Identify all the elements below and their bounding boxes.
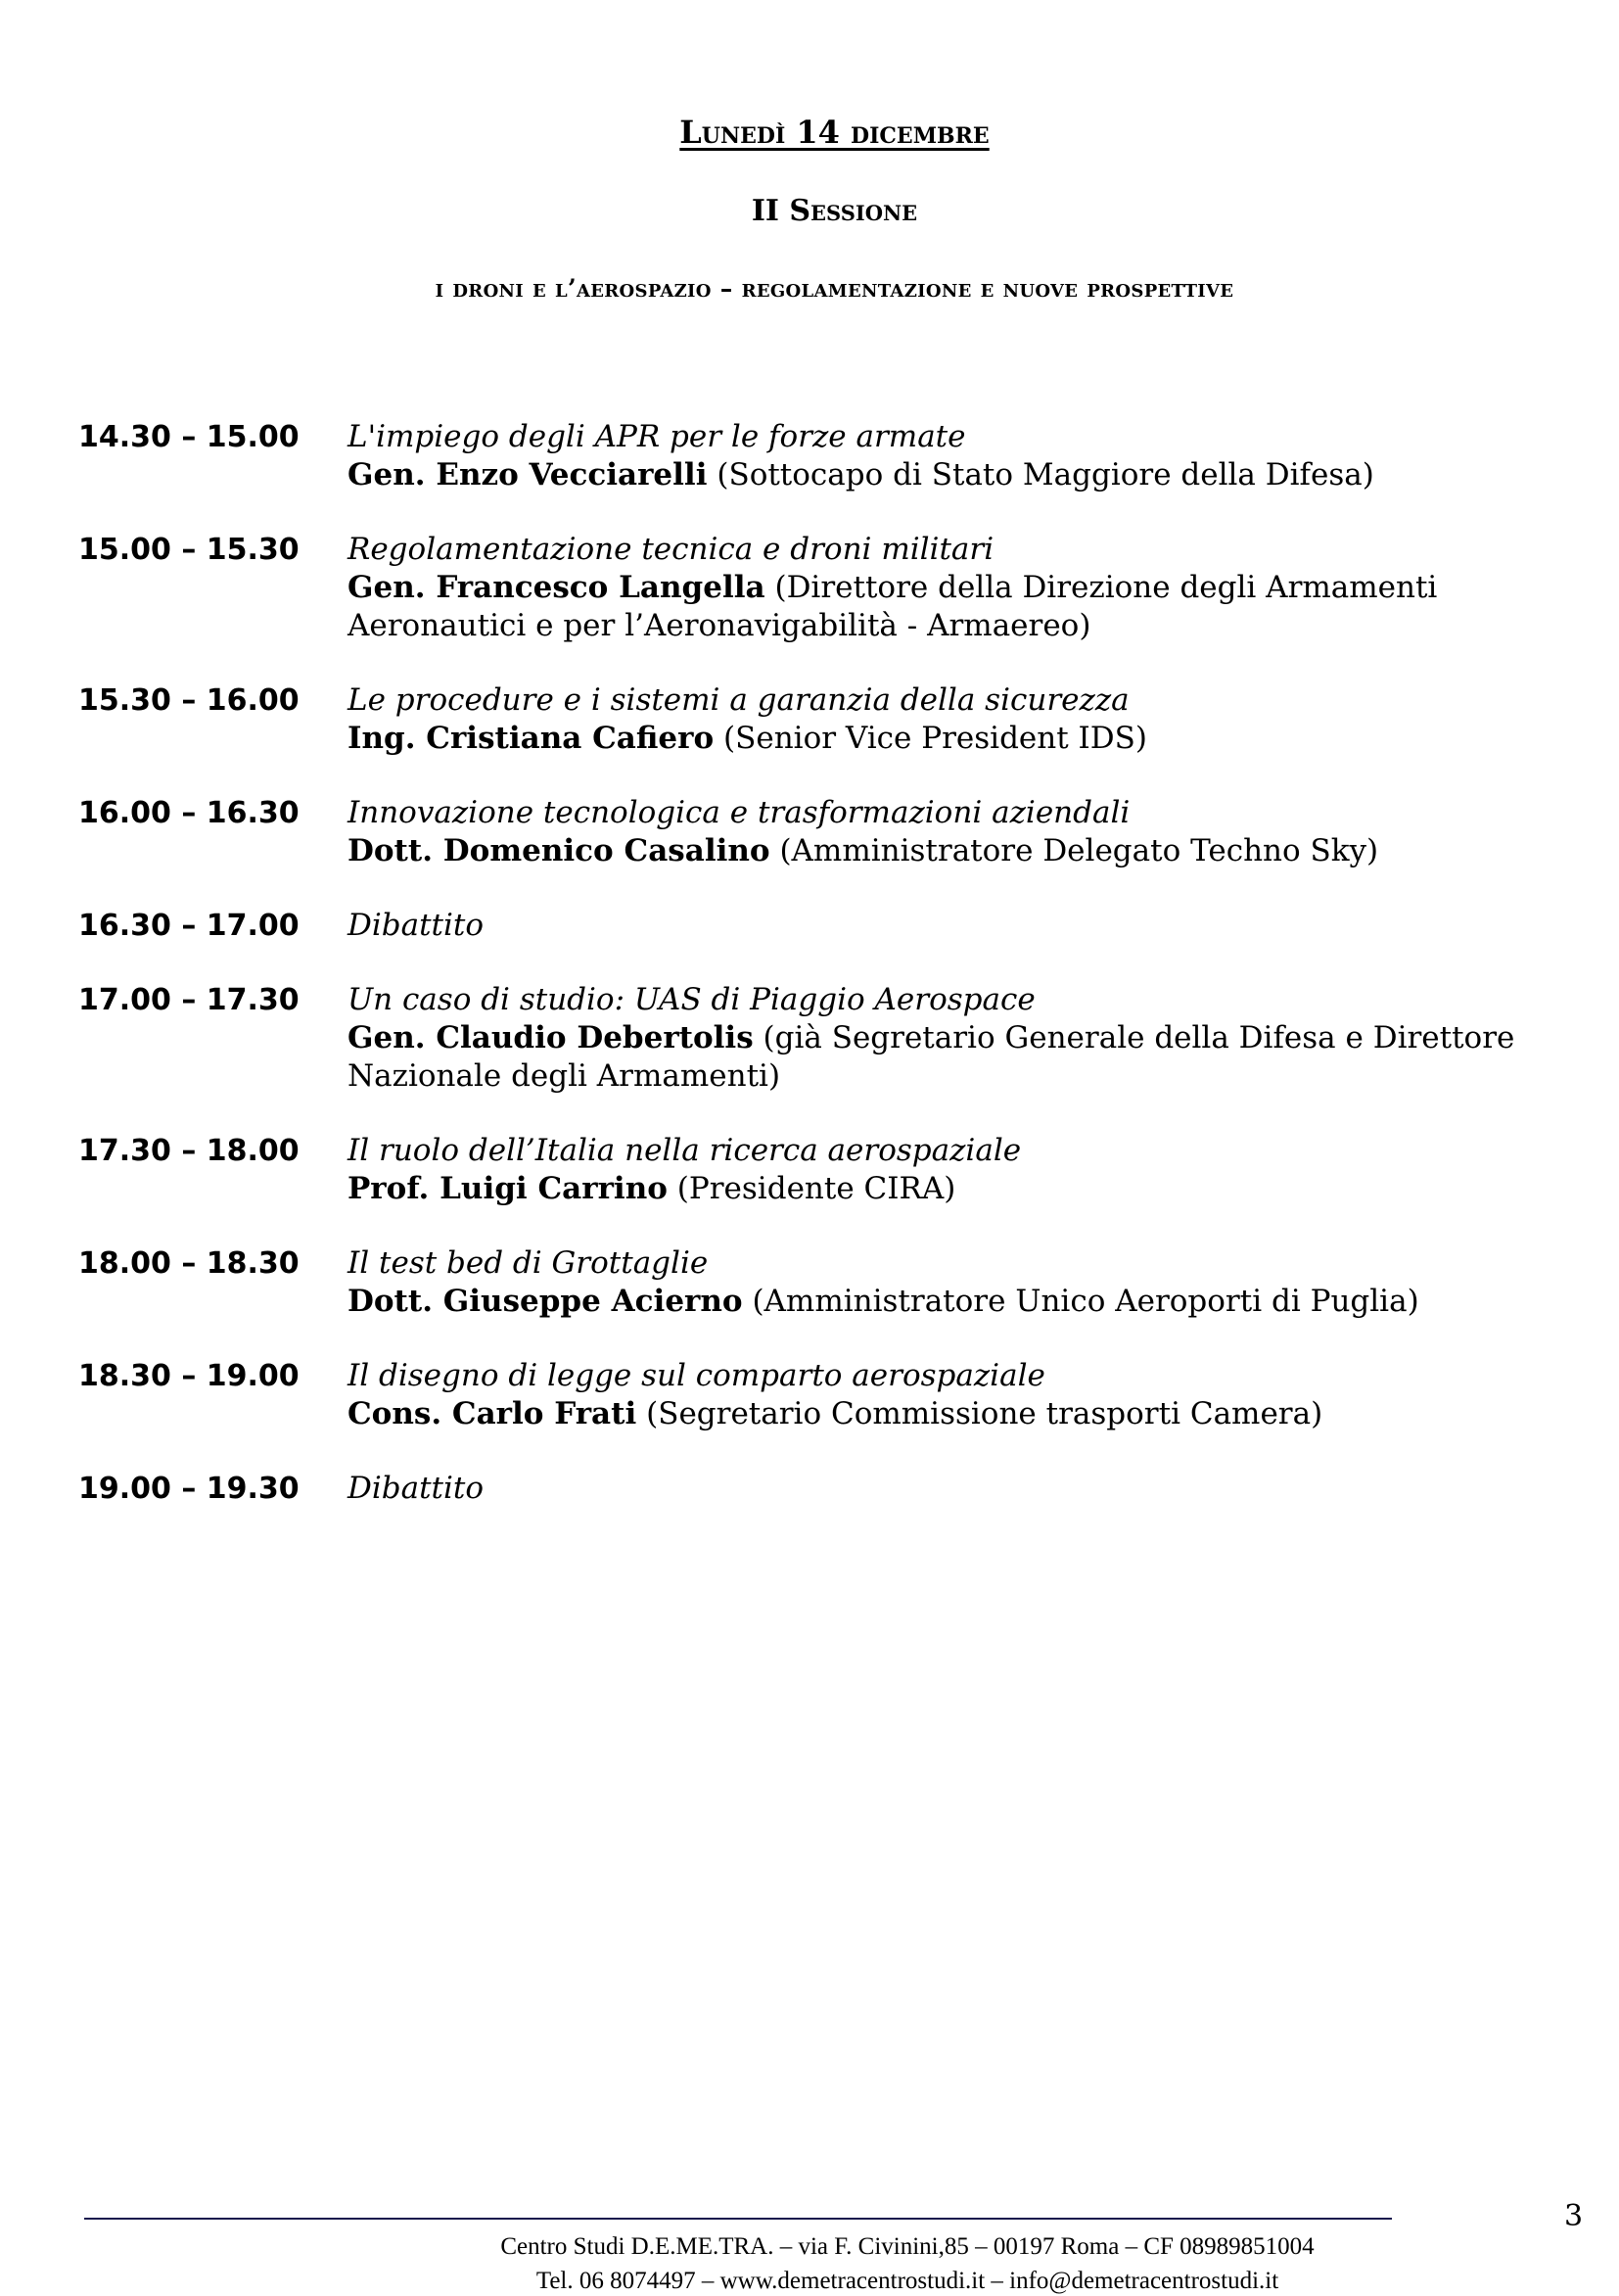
page-number: 3 <box>1564 2199 1584 2233</box>
time-slot: 15.00 – 15.30 <box>78 533 300 567</box>
session-heading: II Sessione <box>751 194 918 228</box>
footer-divider <box>84 2218 1392 2220</box>
speaker-name: Cons. Carlo Frati <box>347 1396 637 1431</box>
speaker-role: (Senior Vice President IDS) <box>723 721 1147 756</box>
agenda-item <box>78 1132 1547 1208</box>
talk-title: Innovazione tecnologica e trasformazioni aziendali <box>347 795 1131 830</box>
speaker-line <box>347 569 1547 645</box>
agenda-item <box>78 531 1547 645</box>
speaker-role: (Sottocapo di Stato Maggiore della Difesa) <box>717 457 1374 492</box>
talk-title: Il disegno di legge sul comparto aerospaziale <box>347 1358 1045 1393</box>
talk-title: Le procedure e i sistemi a garanzia della sicurezza <box>347 682 1130 718</box>
speaker-name: Gen. Enzo Vecciarelli <box>347 457 708 492</box>
speaker-role: (Presidente CIRA) <box>676 1171 956 1206</box>
speaker-line <box>347 832 1547 870</box>
time-slot: 19.00 – 19.30 <box>78 1472 300 1506</box>
agenda-item <box>78 981 1547 1096</box>
agenda-item <box>78 1470 1547 1508</box>
footer-address: Centro Studi D.E.ME.TRA. – via F. Civinini,85 – 00197 Roma – CF 08989851004 <box>500 2233 1315 2260</box>
speaker-role: (Amministratore Unico Aeroporti di Puglia) <box>752 1284 1419 1319</box>
speaker-line <box>347 1019 1547 1096</box>
speaker-name: Gen. Claudio Debertolis <box>347 1020 754 1055</box>
time-slot: 17.00 – 17.30 <box>78 983 300 1017</box>
agenda-item <box>78 1357 1547 1433</box>
agenda-item <box>78 418 1547 494</box>
speaker-line <box>347 1395 1547 1433</box>
speaker-line <box>347 1170 1547 1208</box>
agenda-item <box>78 1244 1547 1321</box>
talk-title: Un caso di studio: UAS di Piaggio Aerospace <box>347 982 1036 1017</box>
agenda-item <box>78 907 1547 945</box>
time-slot: 14.30 – 15.00 <box>78 420 300 454</box>
talk-title: Regolamentazione tecnica e droni militari <box>347 532 995 567</box>
time-slot: 16.30 – 17.00 <box>78 909 300 943</box>
time-slot: 18.30 – 19.00 <box>78 1359 300 1393</box>
speaker-line <box>347 456 1547 494</box>
time-slot: 15.30 – 16.00 <box>78 683 300 718</box>
time-slot: 18.00 – 18.30 <box>78 1246 300 1281</box>
talk-title: Dibattito <box>347 1471 485 1506</box>
speaker-name: Dott. Giuseppe Acierno <box>347 1284 743 1319</box>
time-slot: 17.30 – 18.00 <box>78 1134 300 1168</box>
speaker-role: (Direttore della Direzione degli Armamenti Aeronautici e per l’Aeronavigabilità - Armaereo) <box>347 570 1438 643</box>
speaker-role: (Amministratore Delegato Techno Sky) <box>779 833 1379 868</box>
agenda-list <box>78 418 1547 1544</box>
day-heading: Lunedì 14 dicembre <box>679 114 990 151</box>
speaker-line <box>347 720 1547 758</box>
talk-title: Dibattito <box>347 908 485 943</box>
speaker-line <box>347 1283 1547 1321</box>
agenda-item <box>78 681 1547 758</box>
footer-contacts: Tel. 06 8074497 – www.demetracentrostudi.it – info@demetracentrostudi.it <box>535 2268 1279 2294</box>
speaker-name: Dott. Domenico Casalino <box>347 833 770 868</box>
time-slot: 16.00 – 16.30 <box>78 796 300 830</box>
agenda-item <box>78 794 1547 870</box>
speaker-name: Prof. Luigi Carrino <box>347 1171 668 1206</box>
speaker-role: (Segretario Commissione trasporti Camera) <box>646 1396 1323 1431</box>
talk-title: Il ruolo dell’Italia nella ricerca aerospaziale <box>347 1133 1022 1168</box>
talk-title: L'impiego degli APR per le forze armate <box>347 419 966 454</box>
session-topic: i droni e l’aerospazio – regolamentazione e nuove prospettive <box>435 274 1234 303</box>
speaker-name: Gen. Francesco Langella <box>347 570 765 605</box>
speaker-name: Ing. Cristiana Cafiero <box>347 721 715 756</box>
speaker-role: (già Segretario Generale della Difesa e Direttore Nazionale degli Armamenti) <box>347 1020 1515 1094</box>
talk-title: Il test bed di Grottaglie <box>347 1245 709 1281</box>
